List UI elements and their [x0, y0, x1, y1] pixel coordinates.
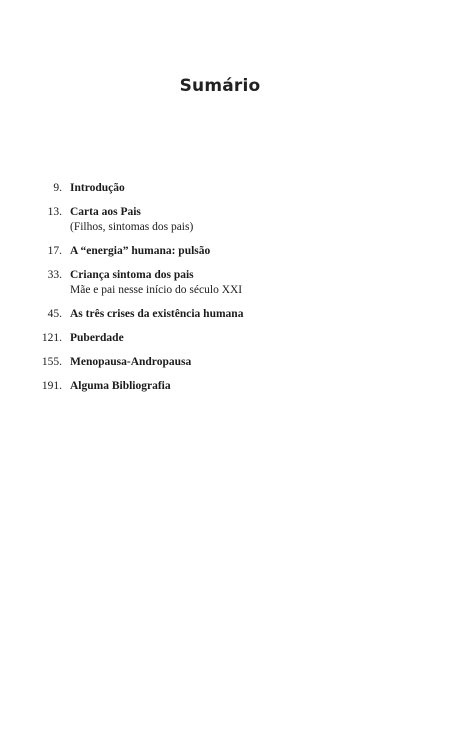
toc-entry-title: As três crises da existência humana	[70, 308, 244, 320]
toc-entry-text	[70, 244, 460, 259]
toc-entry-title: Puberdade	[70, 332, 124, 344]
toc-entry	[0, 268, 460, 298]
toc-page-number: 13.	[47, 206, 62, 218]
toc-page-number: 45.	[47, 308, 62, 320]
toc-entry	[0, 181, 460, 196]
page-title: Sumário	[179, 76, 261, 96]
toc-entry-text	[70, 268, 460, 298]
toc-page-number: 9.	[53, 182, 62, 194]
toc-entry-subtitle: Mãe e pai nesse início do século XXI	[70, 284, 243, 296]
toc-entry	[0, 331, 460, 346]
toc-entry	[0, 307, 460, 322]
toc-entry-title: Alguma Bibliografia	[70, 380, 171, 392]
toc-entry-text	[70, 355, 460, 370]
toc-entry-text	[70, 331, 460, 346]
toc-page-number: 33.	[47, 269, 62, 281]
toc-entry-text	[70, 379, 460, 394]
toc-entry-title: Introdução	[70, 182, 125, 194]
toc-entry-text	[70, 181, 460, 196]
toc-entry-title: Criança sintoma dos pais	[70, 269, 194, 281]
toc-page-number: 191.	[41, 380, 62, 392]
toc-page-number: 121.	[41, 332, 62, 344]
toc-entry	[0, 244, 460, 259]
toc-entry-text	[70, 307, 460, 322]
toc-page-number: 17.	[47, 245, 62, 257]
toc-entry-title: Menopausa-Andropausa	[70, 356, 192, 368]
table-of-contents	[0, 181, 460, 403]
toc-entry	[0, 355, 460, 370]
toc-entry	[0, 379, 460, 394]
toc-entry	[0, 205, 460, 235]
toc-page-number: 155.	[41, 356, 62, 368]
toc-entry-title: Carta aos Pais	[70, 206, 141, 218]
toc-entry-text	[70, 205, 460, 235]
toc-entry-subtitle: (Filhos, sintomas dos pais)	[70, 221, 194, 233]
toc-entry-title: A “energia” humana: pulsão	[70, 245, 211, 257]
